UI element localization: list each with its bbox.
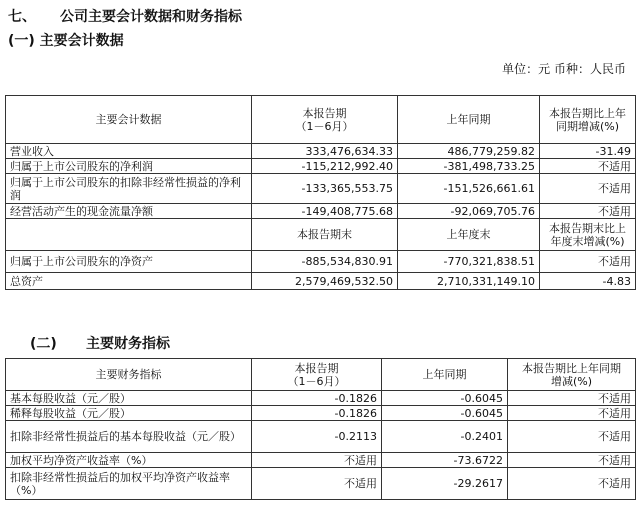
table-row xyxy=(6,159,636,174)
change-value: 不适用 xyxy=(540,159,636,174)
subsection-title: 主要财务指标 xyxy=(86,336,170,352)
table-header-row xyxy=(6,96,636,144)
change-value: 不适用 xyxy=(508,391,636,406)
table-row xyxy=(6,421,636,453)
row-label: 归属于上市公司股东的净资产 xyxy=(6,251,252,273)
table-row xyxy=(6,453,636,468)
header-cell: 本报告期末比上 年度末增减(%) xyxy=(540,219,636,251)
prior-value: -0.6045 xyxy=(382,406,508,421)
row-label: 加权平均净资产收益率（%） xyxy=(6,453,252,468)
header-cell: 本报告期 （1－6月） xyxy=(252,359,382,391)
table-row xyxy=(6,204,636,219)
header-cell-empty xyxy=(6,219,252,251)
header-cell: 本报告期比上年同期 增减(%) xyxy=(508,359,636,391)
change-value: -31.49 xyxy=(540,144,636,159)
subsection-number: (二) xyxy=(30,336,57,352)
header-cell: 上年同期 xyxy=(398,96,540,144)
row-label: 扣除非经常性损益后的加权平均净资产收益率（%） xyxy=(6,468,252,500)
change-value: 不适用 xyxy=(508,468,636,500)
section-title: 公司主要会计数据和财务指标 xyxy=(60,9,242,25)
table-row xyxy=(6,406,636,421)
table-header-row xyxy=(6,359,636,391)
change-value: 不适用 xyxy=(508,453,636,468)
prior-value: -381,498,733.25 xyxy=(398,159,540,174)
row-label: 营业收入 xyxy=(6,144,252,159)
prior-value: -0.2401 xyxy=(382,421,508,453)
prior-value: 486,779,259.82 xyxy=(398,144,540,159)
change-value: 不适用 xyxy=(540,174,636,204)
current-value: 不适用 xyxy=(252,468,382,500)
row-label: 归属于上市公司股东的净利润 xyxy=(6,159,252,174)
table-row xyxy=(6,174,636,204)
header-cell: 本报告期比上年 同期增减(%) xyxy=(540,96,636,144)
row-label: 稀释每股收益（元／股） xyxy=(6,406,252,421)
row-label: 基本每股收益（元／股） xyxy=(6,391,252,406)
change-value: 不适用 xyxy=(508,421,636,453)
header-cell: 本报告期末 xyxy=(252,219,398,251)
header-cell: 本报告期 （1－6月） xyxy=(252,96,398,144)
table-row xyxy=(6,391,636,406)
currency-unit-note: 单位：元 币种：人民币 xyxy=(502,62,626,76)
table-row xyxy=(6,468,636,500)
current-value: -115,212,992.40 xyxy=(252,159,398,174)
subsection-title-accounting-data: (一) 主要会计数据 xyxy=(8,33,124,49)
header-cell: 主要财务指标 xyxy=(6,359,252,391)
row-label: 总资产 xyxy=(6,273,252,290)
change-value: -4.83 xyxy=(540,273,636,290)
table-row xyxy=(6,251,636,273)
table-row xyxy=(6,273,636,290)
current-value: -0.1826 xyxy=(252,391,382,406)
current-value: 不适用 xyxy=(252,453,382,468)
change-value: 不适用 xyxy=(508,406,636,421)
current-value: -149,408,775.68 xyxy=(252,204,398,219)
row-label: 经营活动产生的现金流量净额 xyxy=(6,204,252,219)
table-subheader-row xyxy=(6,219,636,251)
prior-value: -92,069,705.76 xyxy=(398,204,540,219)
prior-value: -73.6722 xyxy=(382,453,508,468)
current-value: -885,534,830.91 xyxy=(252,251,398,273)
prior-value: -151,526,661.61 xyxy=(398,174,540,204)
header-cell: 上年同期 xyxy=(382,359,508,391)
accounting-data-table xyxy=(5,95,636,290)
prior-value: -29.2617 xyxy=(382,468,508,500)
header-cell: 主要会计数据 xyxy=(6,96,252,144)
current-value: -133,365,553.75 xyxy=(252,174,398,204)
section-number: 七、 xyxy=(8,9,36,25)
financial-indicators-table xyxy=(5,358,636,500)
section-heading xyxy=(8,6,242,26)
current-value: 333,476,634.33 xyxy=(252,144,398,159)
prior-value: -770,321,838.51 xyxy=(398,251,540,273)
prior-value: -0.6045 xyxy=(382,391,508,406)
change-value: 不适用 xyxy=(540,251,636,273)
header-cell: 上年度末 xyxy=(398,219,540,251)
prior-value: 2,710,331,149.10 xyxy=(398,273,540,290)
row-label: 扣除非经常性损益后的基本每股收益（元／股） xyxy=(6,421,252,453)
subsection-heading-financial-indicators xyxy=(30,333,170,353)
change-value: 不适用 xyxy=(540,204,636,219)
current-value: -0.2113 xyxy=(252,421,382,453)
current-value: -0.1826 xyxy=(252,406,382,421)
current-value: 2,579,469,532.50 xyxy=(252,273,398,290)
table-row xyxy=(6,144,636,159)
row-label: 归属于上市公司股东的扣除非经常性损益的净利润 xyxy=(6,174,252,204)
